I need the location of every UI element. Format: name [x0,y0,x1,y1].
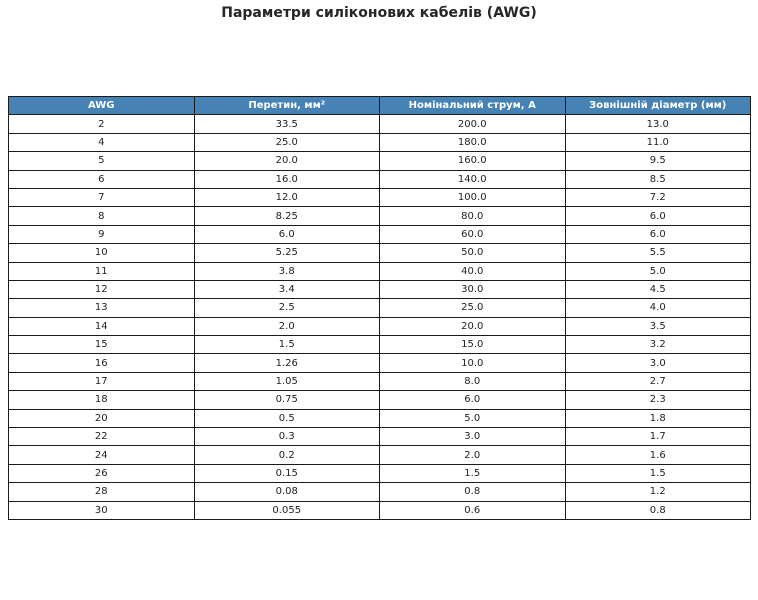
cell-cross-section: 3.8 [194,262,380,280]
cell-cross-section: 20.0 [194,152,380,170]
cell-awg: 14 [9,317,195,335]
table-header-row [9,97,751,115]
cell-rated-current: 160.0 [380,152,566,170]
cell-cross-section: 0.3 [194,428,380,446]
table-row [9,501,751,519]
cell-outer-diameter: 4.5 [565,280,751,298]
cell-awg: 4 [9,133,195,151]
cell-cross-section: 1.05 [194,372,380,390]
cell-cross-section: 0.2 [194,446,380,464]
cell-rated-current: 15.0 [380,336,566,354]
table-row [9,391,751,409]
cell-rated-current: 40.0 [380,262,566,280]
cell-rated-current: 1.5 [380,464,566,482]
cell-outer-diameter: 1.6 [565,446,751,464]
cell-awg: 2 [9,115,195,133]
cell-outer-diameter: 7.2 [565,188,751,206]
cell-awg: 16 [9,354,195,372]
cell-cross-section: 0.15 [194,464,380,482]
table-row [9,188,751,206]
cell-outer-diameter: 6.0 [565,225,751,243]
table-row [9,152,751,170]
cell-rated-current: 6.0 [380,391,566,409]
cell-outer-diameter: 4.0 [565,299,751,317]
cell-cross-section: 25.0 [194,133,380,151]
table-row [9,428,751,446]
cell-outer-diameter: 11.0 [565,133,751,151]
cell-outer-diameter: 2.3 [565,391,751,409]
cell-outer-diameter: 1.7 [565,428,751,446]
cell-rated-current: 25.0 [380,299,566,317]
cell-cross-section: 2.5 [194,299,380,317]
cell-rated-current: 0.6 [380,501,566,519]
cell-awg: 10 [9,244,195,262]
table-row [9,133,751,151]
cell-rated-current: 60.0 [380,225,566,243]
table-row [9,372,751,390]
cell-cross-section: 0.055 [194,501,380,519]
cell-cross-section: 33.5 [194,115,380,133]
cell-outer-diameter: 5.0 [565,262,751,280]
table-row [9,262,751,280]
cell-rated-current: 180.0 [380,133,566,151]
cell-awg: 20 [9,409,195,427]
cell-outer-diameter: 3.5 [565,317,751,335]
table-row [9,280,751,298]
cell-awg: 13 [9,299,195,317]
cell-awg: 18 [9,391,195,409]
table-row [9,354,751,372]
cable-parameters-table [8,96,751,520]
cell-outer-diameter: 1.2 [565,483,751,501]
column-header-rated-current: Номінальний струм, А [380,97,566,115]
cell-outer-diameter: 2.7 [565,372,751,390]
table-row [9,115,751,133]
column-header-awg: AWG [9,97,195,115]
cell-rated-current: 80.0 [380,207,566,225]
cell-rated-current: 50.0 [380,244,566,262]
cell-rated-current: 3.0 [380,428,566,446]
cell-outer-diameter: 6.0 [565,207,751,225]
table-row [9,244,751,262]
table-row [9,483,751,501]
cell-rated-current: 10.0 [380,354,566,372]
cell-outer-diameter: 13.0 [565,115,751,133]
cell-outer-diameter: 8.5 [565,170,751,188]
cell-rated-current: 100.0 [380,188,566,206]
table-row [9,464,751,482]
cell-outer-diameter: 0.8 [565,501,751,519]
cell-rated-current: 5.0 [380,409,566,427]
cell-outer-diameter: 9.5 [565,152,751,170]
cell-outer-diameter: 3.0 [565,354,751,372]
cell-awg: 9 [9,225,195,243]
table-body [9,115,751,520]
cell-awg: 28 [9,483,195,501]
cell-awg: 6 [9,170,195,188]
cell-awg: 8 [9,207,195,225]
cell-rated-current: 20.0 [380,317,566,335]
cell-rated-current: 30.0 [380,280,566,298]
cell-awg: 5 [9,152,195,170]
table-row [9,446,751,464]
cell-outer-diameter: 5.5 [565,244,751,262]
cell-outer-diameter: 1.8 [565,409,751,427]
cell-cross-section: 1.26 [194,354,380,372]
cell-cross-section: 16.0 [194,170,380,188]
table-title: Параметри силіконових кабелів (AWG) [221,5,537,21]
column-header-outer-diameter: Зовнішній діаметр (мм) [565,97,751,115]
cell-cross-section: 8.25 [194,207,380,225]
cell-awg: 24 [9,446,195,464]
table-row [9,170,751,188]
cell-outer-diameter: 3.2 [565,336,751,354]
cell-rated-current: 2.0 [380,446,566,464]
cell-rated-current: 140.0 [380,170,566,188]
cell-cross-section: 0.08 [194,483,380,501]
table-row [9,317,751,335]
cell-awg: 17 [9,372,195,390]
cell-cross-section: 5.25 [194,244,380,262]
cell-cross-section: 6.0 [194,225,380,243]
cell-rated-current: 8.0 [380,372,566,390]
cell-cross-section: 12.0 [194,188,380,206]
cell-rated-current: 0.8 [380,483,566,501]
cell-cross-section: 1.5 [194,336,380,354]
cell-awg: 15 [9,336,195,354]
cell-cross-section: 3.4 [194,280,380,298]
table-row [9,336,751,354]
cell-cross-section: 0.5 [194,409,380,427]
cell-cross-section: 0.75 [194,391,380,409]
table-row [9,299,751,317]
cell-awg: 22 [9,428,195,446]
cell-awg: 11 [9,262,195,280]
cell-awg: 7 [9,188,195,206]
cell-outer-diameter: 1.5 [565,464,751,482]
table-row [9,207,751,225]
table-row [9,225,751,243]
table-row [9,409,751,427]
column-header-cross-section: Перетин, мм² [194,97,380,115]
cell-awg: 12 [9,280,195,298]
cell-rated-current: 200.0 [380,115,566,133]
cell-cross-section: 2.0 [194,317,380,335]
cell-awg: 30 [9,501,195,519]
cell-awg: 26 [9,464,195,482]
